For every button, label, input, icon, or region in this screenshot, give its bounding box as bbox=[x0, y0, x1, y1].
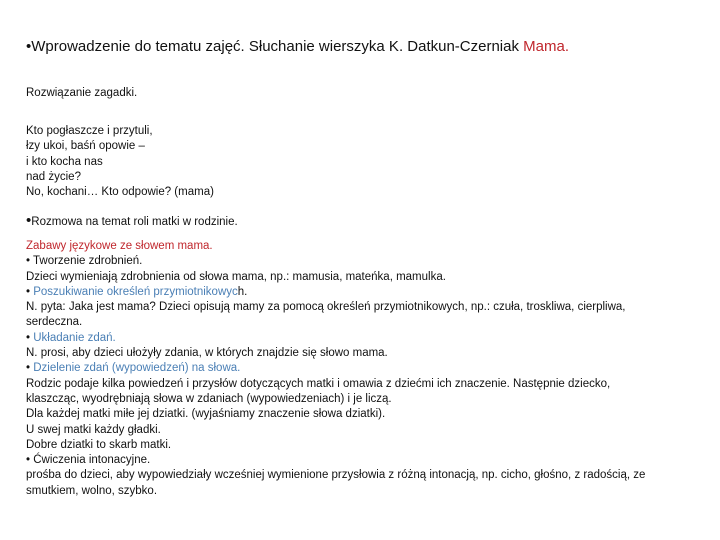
riddle-line: nad życie? bbox=[26, 170, 81, 183]
bullet: • bbox=[26, 331, 34, 344]
dzielenie-desc: Rodzic podaje kilka powiedzeń i przysłów dotyczących matki i omawia z dziećmi ich znaczenie. Następnie dziecko, klaszcząc, wyodrębniają słowa w zdaniach (wypowiedzeniach) i je liczą. bbox=[26, 377, 611, 405]
riddle-line: No, kochani… Kto odpowie? (mama) bbox=[26, 186, 214, 199]
bullet: • bbox=[26, 362, 34, 375]
dzielenie-text: Dzielenie zdań (wypowiedzeń) na słowa. bbox=[33, 362, 241, 375]
bullet: • bbox=[26, 285, 34, 298]
riddle-intro: Rozwiązanie zagadki. bbox=[26, 87, 138, 99]
ukladanie-desc: N. prosi, aby dzieci ułożyły zdania, w których znajdzie się słowo mama. bbox=[26, 347, 388, 360]
riddle-line: łzy ukoi, baśń opowie – bbox=[26, 140, 145, 153]
bullet: • bbox=[26, 212, 32, 229]
riddle-line: Kto pogłaszcze i przytuli, bbox=[26, 125, 153, 137]
proverb-line: Dla każdej matki miłe jej dziatki. (wyjaśniamy znaczenie słowa dziatki). bbox=[26, 408, 386, 421]
tworzenie-heading: • Tworzenie zdrobnień. bbox=[26, 255, 143, 268]
tworzenie-desc: Dzieci wymieniają zdrobnienia od słowa mama, np.: mamusia, mateńka, mamulka. bbox=[26, 270, 446, 283]
exercises-section bbox=[26, 239, 666, 499]
riddle-line: i kto kocha nas bbox=[26, 155, 103, 168]
poszukiwanie-heading bbox=[26, 285, 666, 300]
poszukiwanie-end: h. bbox=[237, 285, 248, 298]
poszukiwanie-desc: N. pyta: Jaka jest mama? Dzieci opisują mamy za pomocą określeń przymiotnikowych, np.: czuła, troskliwa, cierpliwa, serdeczna. bbox=[26, 301, 626, 329]
zabawy-heading: Zabawy językowe ze słowem mama. bbox=[26, 240, 213, 252]
cwiczenia-desc: prośba do dzieci, aby wypowiedziały wcześniej wymienione przysłowia z różną intonacją, np. cicho, głośno, z radością, ze smutkiem, wolno, szybko. bbox=[26, 469, 646, 497]
riddle-poem bbox=[26, 124, 214, 200]
proverb-line: U swej matki każdy gładki. bbox=[26, 423, 161, 436]
cwiczenia-heading: • Ćwiczenia intonacyjne. bbox=[26, 454, 151, 467]
title-text: Wprowadzenie do tematu zajęć. Słuchanie wierszyka K. Datkun-Czerniak bbox=[31, 38, 524, 55]
dzielenie-heading bbox=[26, 361, 666, 376]
ukladanie-heading bbox=[26, 331, 666, 346]
ukladanie-text: Układanie zdań. bbox=[33, 331, 116, 344]
rozmowa-heading bbox=[26, 212, 238, 229]
rozmowa-text: Rozmowa na temat roli matki w rodzinie. bbox=[31, 216, 238, 228]
proverb-line: Dobre dziatki to skarb matki. bbox=[26, 438, 172, 451]
section-title bbox=[26, 38, 569, 55]
title-highlight: Mama. bbox=[523, 38, 569, 55]
poszukiwanie-text: Poszukiwanie określeń przymiotnikowyc bbox=[33, 285, 238, 298]
bullet: • bbox=[26, 38, 32, 55]
